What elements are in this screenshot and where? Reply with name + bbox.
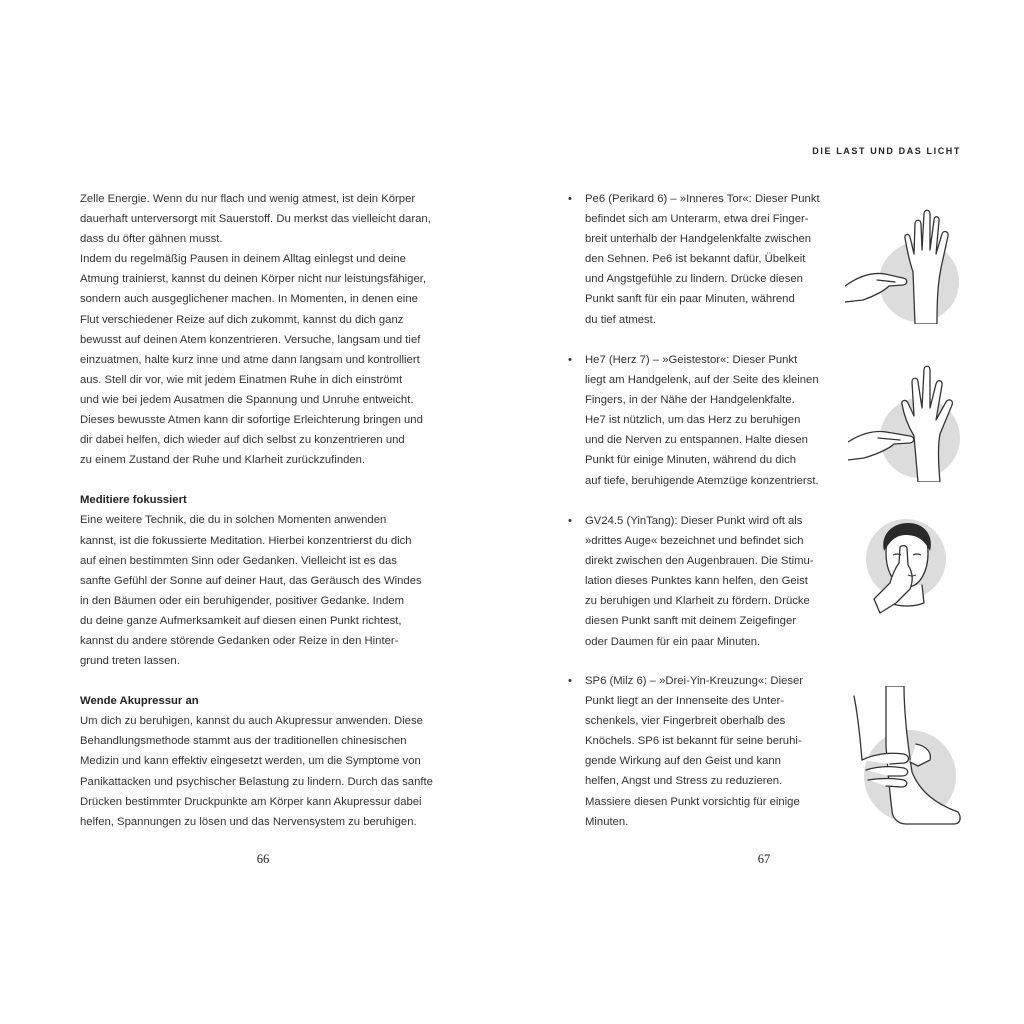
bullet-text-he7 bbox=[585, 350, 845, 491]
text-line: Indem du regelmäßig Pausen in deinem Alltag einlegst und deine bbox=[80, 253, 406, 266]
text-line: auf tiefe, beruhigende Atemzüge konzentrierst. bbox=[585, 474, 819, 487]
page-number-right: 67 bbox=[757, 852, 771, 866]
text-line: Knöchels. SP6 ist bekannt für seine beruhi- bbox=[585, 735, 802, 748]
text-line: lation dieses Punktes kann helfen, den Geist bbox=[585, 575, 808, 588]
text-line: Medizin und kann effektiv eingesetzt werden, um die Symptome von bbox=[80, 755, 421, 768]
bullet-dot: • bbox=[568, 354, 572, 366]
text-line: kannst du andere störende Gedanken oder Reize in den Hinter- bbox=[80, 634, 399, 647]
text-line: Punkt für einige Minuten, während du dich bbox=[585, 454, 797, 467]
text-line: schenkels, vier Fingerbreit oberhalb des bbox=[585, 715, 786, 728]
ankle-pressure-illustration bbox=[846, 686, 966, 830]
text-line: Pe6 (Perikard 6) – »Inneres Tor«: Dieser Punkt bbox=[585, 193, 820, 205]
text-line: Panikattacken und psychischer Belastung zu lindern. Durch das sanfte bbox=[80, 775, 433, 788]
text-line: direkt zwischen den Augenbrauen. Die Stimu- bbox=[585, 555, 814, 568]
bullet-text-pe6 bbox=[585, 189, 845, 330]
text-line: Dieses bewusste Atmen kann dir sofortige Erleichterung bringen und bbox=[80, 414, 423, 427]
text-line: du tief atmest. bbox=[585, 313, 656, 326]
paragraph-akupressur bbox=[80, 711, 460, 832]
text-line: diesen Punkt sanft mit deinem Zeigefinger bbox=[585, 615, 796, 628]
text-line: zu einem Zustand der Ruhe und Klarheit zurückzufinden. bbox=[80, 454, 366, 467]
running-head: DIE LAST UND DAS LICHT bbox=[812, 146, 961, 156]
text-line: »drittes Auge« bezeichnet und befindet sich bbox=[585, 535, 804, 548]
text-line: Atmung trainierst, kannst du deinen Körper nicht nur leistungsfähiger, bbox=[80, 273, 427, 286]
text-line: helfen, Angst und Stress zu reduzieren. bbox=[585, 775, 783, 788]
text-line: Zelle Energie. Wenn du nur flach und wenig atmest, ist dein Körper bbox=[80, 193, 416, 205]
text-line: bewusst auf deinen Atem konzentrieren. Versuche, langsam und tief bbox=[80, 333, 421, 346]
text-line: du deine ganze Aufmerksamkeit auf diesen einen Punkt richtest, bbox=[80, 614, 402, 627]
text-line: und Angstgefühle zu lindern. Drücke diesen bbox=[585, 273, 803, 286]
heading-meditiere: Meditiere fokussiert bbox=[80, 494, 187, 507]
page-number-left: 66 bbox=[256, 852, 270, 866]
text-line: SP6 (Milz 6) – »Drei-Yin-Kreuzung«: Dieser bbox=[585, 675, 804, 687]
text-line: liegt am Handgelenk, auf der Seite des kleinen bbox=[585, 374, 819, 387]
text-line: helfen, Spannungen zu lösen und das Nervensystem zu beruhigen. bbox=[80, 815, 417, 828]
text-line: Um dich zu beruhigen, kannst du auch Akupressur anwenden. Diese bbox=[80, 715, 423, 728]
bullet-text-gv24 bbox=[585, 511, 845, 652]
text-line: sanfte Gefühl der Sonne auf deiner Haut, das Geräusch des Windes bbox=[80, 574, 422, 587]
text-line: dass du öfter gähnen musst. bbox=[80, 233, 223, 246]
text-line: grund treten lassen. bbox=[80, 655, 180, 668]
bullet-dot: • bbox=[568, 675, 572, 687]
text-line: Fingers, in der Nähe der Handgelenkfalte. bbox=[585, 394, 795, 407]
wrist-pressure-illustration bbox=[845, 202, 965, 324]
text-line: in den Bäumen oder ein beruhigender, positiver Gedanke. Indem bbox=[80, 594, 405, 607]
text-line: breit unterhalb der Handgelenkfalte zwischen bbox=[585, 233, 812, 246]
heading-akupressur: Wende Akupressur an bbox=[80, 695, 199, 708]
text-line: Punkt liegt an der Innenseite des Unter- bbox=[585, 695, 785, 708]
bullet-dot: • bbox=[568, 193, 572, 205]
text-line: Punkt sanft für ein paar Minuten, während bbox=[585, 293, 795, 306]
text-line: gende Wirkung auf den Geist und kann bbox=[585, 755, 781, 768]
text-line: befindet sich am Unterarm, etwa drei Finger- bbox=[585, 213, 809, 226]
paragraph-meditation bbox=[80, 510, 460, 671]
text-line: oder Daumen für ein paar Minuten. bbox=[585, 635, 761, 648]
text-line: auf einen bestimmten Sinn oder Gedanken. Vielleicht ist es das bbox=[80, 554, 397, 567]
text-line: Drücken bestimmter Druckpunkte am Körper kann Akupressur dabei bbox=[80, 795, 422, 808]
text-line: Flut verschiedener Reize auf dich zukommt, kannst du dich ganz bbox=[80, 313, 404, 326]
text-line: Eine weitere Technik, die du in solchen Momenten anwenden bbox=[80, 514, 387, 527]
text-line: zu beruhigen und Klarheit zu fördern. Drücke bbox=[585, 595, 810, 608]
left-page-text bbox=[80, 189, 460, 832]
text-line: He7 ist nützlich, um das Herz zu beruhigen bbox=[585, 414, 801, 427]
text-line: und die Nerven zu entspannen. Halte diesen bbox=[585, 434, 808, 447]
hand-side-pressure-illustration bbox=[848, 364, 966, 482]
text-line: Behandlungsmethode stammt aus der traditionellen chinesischen bbox=[80, 735, 407, 748]
bullet-text-sp6 bbox=[585, 671, 845, 832]
text-line: Massiere diesen Punkt vorsichtig für einige bbox=[585, 795, 800, 808]
bullet-dot: • bbox=[568, 515, 572, 527]
text-line: GV24.5 (YinTang): Dieser Punkt wird oft als bbox=[585, 515, 803, 527]
text-line: dauerhaft unterversorgt mit Sauerstoff. Du merkst das vielleicht daran, bbox=[80, 213, 431, 226]
text-line: kannst, ist die fokussierte Meditation. Hierbei konzentrierst du dich bbox=[80, 534, 412, 547]
third-eye-pressure-illustration bbox=[866, 517, 956, 617]
text-line: Minuten. bbox=[585, 815, 629, 828]
text-line: He7 (Herz 7) – »Geistestor«: Dieser Punkt bbox=[585, 354, 798, 366]
paragraph-breathing bbox=[80, 189, 460, 470]
text-line: einzuatmen, halte kurz inne und atme dann langsam und kontrolliert bbox=[80, 353, 420, 366]
text-line: und wie bei jedem Ausatmen die Spannung und Unruhe entweicht. bbox=[80, 393, 414, 406]
text-line: sondern auch ausgeglichener machen. In Momenten, in denen eine bbox=[80, 293, 418, 306]
text-line: den Sehnen. Pe6 ist bekannt dafür, Übelkeit bbox=[585, 253, 806, 266]
text-line: aus. Stell dir vor, wie mit jedem Einatmen Ruhe in dich einströmt bbox=[80, 373, 403, 386]
text-line: dir dabei helfen, dich wieder auf dich selbst zu konzentrieren und bbox=[80, 434, 405, 447]
